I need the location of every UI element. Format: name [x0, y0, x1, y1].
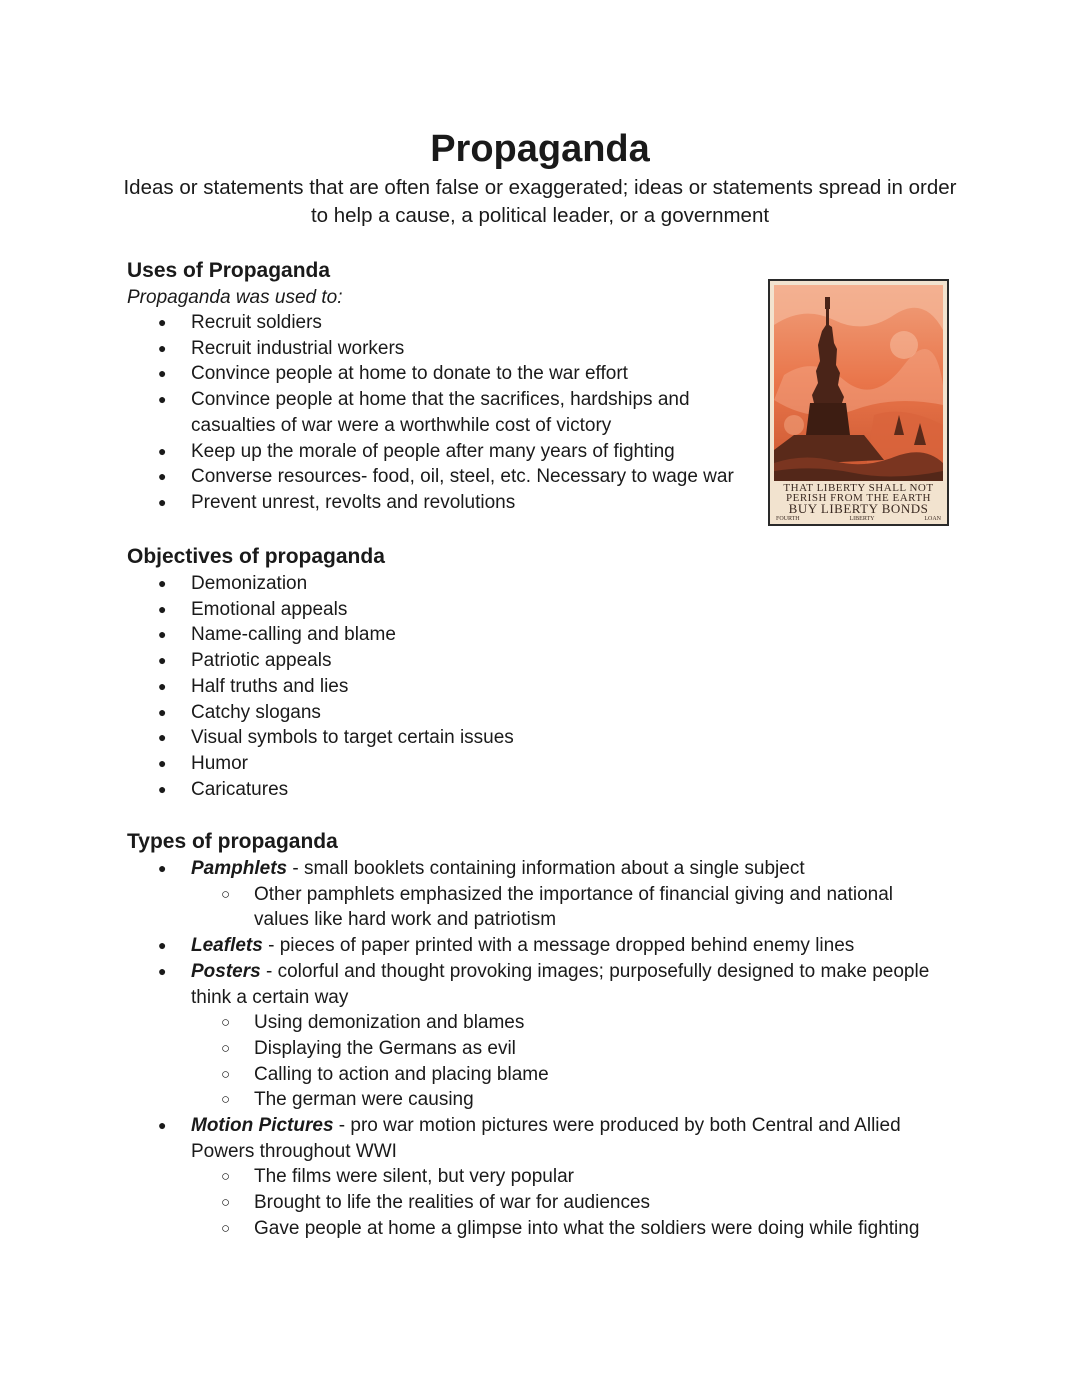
- statue-of-liberty-illustration: [774, 285, 943, 481]
- sub-list: [191, 882, 957, 933]
- objectives-list: [127, 571, 767, 802]
- list-item: ● Emotional appeals: [127, 597, 767, 623]
- list-item: ● Humor: [127, 751, 767, 777]
- list-item: ● Prevent unrest, revolts and revolutions: [127, 490, 767, 516]
- list-item: ● Convince people at home that the sacrifices, hardships and casualties of war were a worthwhile cost of victory: [127, 387, 711, 438]
- list-item: ● Converse resources- food, oil, steel, etc. Necessary to wage war: [127, 464, 767, 490]
- poster-footer-right: LOAN: [924, 516, 941, 522]
- liberty-bond-poster: [768, 279, 949, 526]
- type-posters: [127, 959, 957, 1113]
- poster-footer-center: LIBERTY: [849, 516, 875, 522]
- sub-list: [191, 1010, 957, 1113]
- type-desc: - colorful and thought provoking images; purposefully designed to make people think a certain way: [191, 960, 930, 1008]
- list-item: ● Keep up the morale of people after many years of fighting: [127, 439, 767, 465]
- sub-list: [191, 1164, 957, 1241]
- list-item: ● Half truths and lies: [127, 674, 767, 700]
- sub-list-item: ○ The german were causing: [191, 1087, 957, 1113]
- sub-list-item: ○ Other pamphlets emphasized the importance of financial giving and national values like hard work and patriotism: [191, 882, 914, 933]
- list-item: ● Visual symbols to target certain issues: [127, 725, 767, 751]
- sub-list-item: ○ Displaying the Germans as evil: [191, 1036, 957, 1062]
- types-list: [127, 856, 957, 1242]
- page-subtitle: Ideas or statements that are often false or exaggerated; ideas or statements spread in order to help a cause, a political leader, or a government: [123, 176, 957, 227]
- type-motion-pictures: [127, 1113, 957, 1242]
- list-item: ● Demonization: [127, 571, 767, 597]
- sub-list-item: ○ Gave people at home a glimpse into what the soldiers were doing while fighting: [191, 1216, 957, 1242]
- type-desc: - pro war motion pictures were produced by both Central and Allied Powers throughout WWI: [191, 1115, 901, 1162]
- poster-footer-left: FOURTH: [776, 516, 800, 522]
- types-heading: Types of propaganda: [127, 830, 338, 853]
- poster-caption-line: BUY LIBERTY BONDS: [788, 501, 929, 516]
- type-desc: - pieces of paper printed with a message dropped behind enemy lines: [262, 935, 855, 957]
- type-leaflets: [127, 933, 957, 959]
- uses-intro: Propaganda was used to:: [127, 287, 343, 308]
- type-term: Leaflets: [191, 935, 263, 957]
- type-pamphlets: [127, 856, 957, 933]
- uses-list: [127, 310, 767, 516]
- page-title: Propaganda: [430, 128, 650, 170]
- type-desc: - small booklets containing information about a single subject: [287, 858, 805, 879]
- list-item: ● Recruit industrial workers: [127, 336, 767, 362]
- sub-list-item: ○ The films were silent, but very popular: [191, 1164, 957, 1190]
- poster-caption-line: THAT LIBERTY SHALL NOT: [783, 482, 934, 494]
- objectives-heading: Objectives of propaganda: [127, 545, 385, 568]
- poster-caption: [772, 483, 945, 523]
- list-item: ● Catchy slogans: [127, 700, 767, 726]
- sub-list-item: ○ Calling to action and placing blame: [191, 1062, 957, 1088]
- list-item: ● Recruit soldiers: [127, 310, 767, 336]
- list-item: ● Name-calling and blame: [127, 622, 767, 648]
- sub-list-item: ○ Brought to life the realities of war for audiences: [191, 1190, 957, 1216]
- type-term: Motion Pictures: [191, 1115, 334, 1137]
- list-item: ● Caricatures: [127, 777, 767, 803]
- list-item: ● Patriotic appeals: [127, 648, 767, 674]
- list-item: ● Convince people at home to donate to the war effort: [127, 361, 767, 387]
- type-term: Pamphlets: [191, 858, 288, 879]
- poster-caption-line: PERISH FROM THE EARTH: [785, 492, 931, 504]
- type-term: Posters: [191, 960, 261, 982]
- uses-heading: Uses of Propaganda: [127, 259, 331, 282]
- sub-list-item: ○ Using demonization and blames: [191, 1010, 957, 1036]
